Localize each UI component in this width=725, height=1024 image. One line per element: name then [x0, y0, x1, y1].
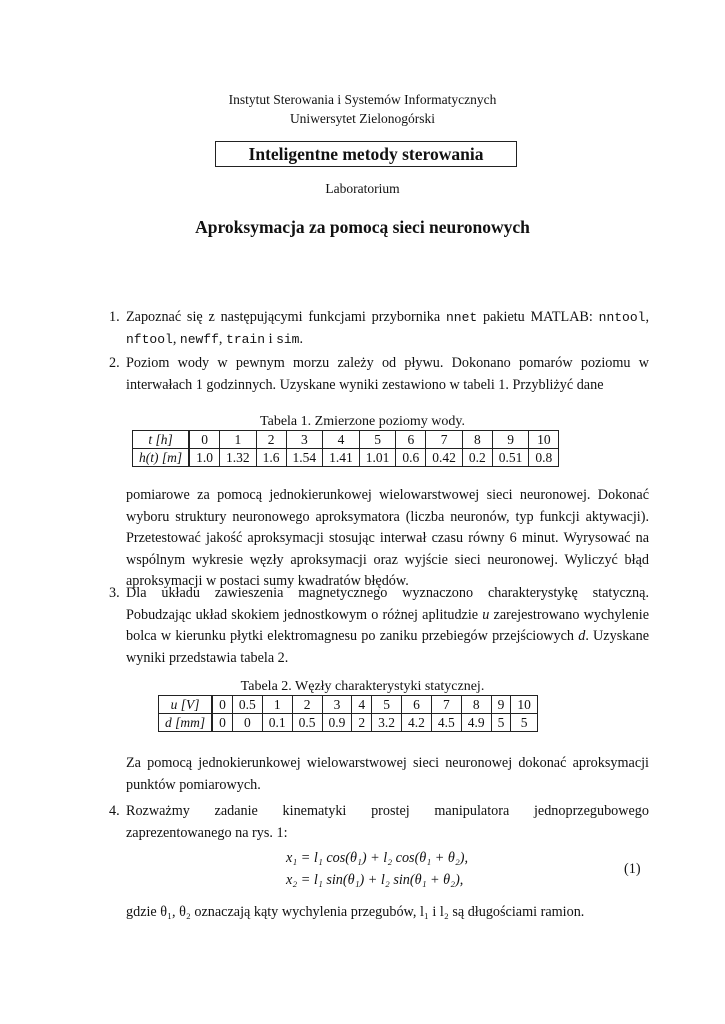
code-sim: sim [276, 331, 300, 347]
code-nntool: nntool [598, 310, 646, 325]
table-cell: 9 [492, 431, 529, 449]
table-cell: 4 [352, 696, 372, 714]
table-row [159, 696, 538, 714]
item-4-after-text: gdzie θ₁, θ₂ oznaczają kąty wychylenia przegubów, l₁ i l₂ są długościami ramion. [126, 904, 585, 920]
table-cell: 5 [359, 431, 396, 449]
table-cell: 0.2 [462, 449, 492, 467]
table-cell: 4 [323, 431, 360, 449]
table-cell: 0 [189, 431, 219, 449]
item-2-continuation: pomiarowe za pomocą jednokierunkowej wielowarstwowej sieci neuronowej. Dokonać wyboru struktury neuronowego aproksymatora (liczba neuronów, typ funkcji aktywacji). Przetestować jakość aproksymacji stosując interwał czasu równy 6 minut. Wyrysować na wspólnym wykresie węzły aproksymacji oraz wyjście sieci neuronowej. Wyliczyć błąd aproksymacji w postaci sumy kwadratów błędów. [126, 487, 649, 589]
item-2-text: Poziom wody w pewnym morzu zależy od pływu. Dokonano pomarów poziomu w interwałach 1 godzinnych. Uzyskane wyniki zestawiono w tabeli 1. Przybliżyć dane [126, 355, 649, 393]
table-cell: 0.6 [396, 449, 426, 467]
table-cell: 8 [461, 696, 491, 714]
table-row-label: u [V] [159, 696, 213, 714]
table-cell: 0 [212, 714, 232, 732]
table-cell: 8 [462, 431, 492, 449]
table-cell: 2 [292, 696, 322, 714]
list-item-3 [109, 583, 649, 669]
item-number: 3. [109, 585, 120, 601]
item-1-text: Zapoznać się z następującymi funkcjami przybornika nnet pakietu MATLAB: nntool, nftool, newff, train i sim. [126, 309, 649, 347]
code-newff: newff [179, 331, 219, 347]
item-4-text: Rozważmy zadanie kinematyki prostej manipulatora jednoprzegubowego zaprezentowanego na rys. 1: [126, 803, 649, 841]
table-cell: 0 [212, 696, 232, 714]
table-1-caption: Tabela 1. Zmierzone poziomy wody. [260, 414, 465, 429]
table-cell: 0.1 [262, 714, 292, 732]
table-cell: 6 [396, 431, 426, 449]
table-cell: 10 [511, 696, 538, 714]
list-item-2 [109, 353, 649, 396]
table-cell: 4.9 [461, 714, 491, 732]
code-nnet: nnet [446, 310, 478, 325]
table-cell: 5 [511, 714, 538, 732]
table-cell: 4.2 [402, 714, 432, 732]
table-cell: 7 [426, 431, 463, 449]
table-cell: 1.32 [220, 449, 257, 467]
table-cell: 0.9 [322, 714, 352, 732]
item-3-continuation: Za pomocą jednokierunkowej wielowarstwowej sieci neuronowej dokonać aproksymacji punktów pomiarowych. [126, 755, 649, 793]
header-institution [0, 90, 725, 128]
table-cell: 1.6 [256, 449, 286, 467]
table-cell: 1.01 [359, 449, 396, 467]
table-cell: 0.5 [292, 714, 322, 732]
table-cell: 0.5 [232, 696, 262, 714]
table-2-caption: Tabela 2. Węzły charakterystyki statycznej. [240, 679, 485, 694]
table-cell: 1.54 [286, 449, 323, 467]
equation-number: (1) [624, 861, 641, 877]
table-cell: 0.8 [529, 449, 559, 467]
item-3-text: Dla układu zawieszenia magnetycznego wyznaczono charakterystykę statyczną. Pobudzając układ skokiem jednostkowym o różnej aplitudzie u zarejestrowano wychylenie bolca w kierunku płytki elektromagnesu po zaniku przebiegów przejściowych d. Uzyskane wyniki przedstawia tabela 2. [126, 585, 649, 666]
item-number: 1. [109, 309, 120, 325]
table-cell: 1.0 [189, 449, 219, 467]
table-row [133, 431, 559, 449]
table-cell: 2 [256, 431, 286, 449]
table-cell: 0 [232, 714, 262, 732]
table-cell: 3 [322, 696, 352, 714]
equation-line-1: x₁ = l₁ cos(θ₁) + l₂ cos(θ₁ + θ₂), [286, 850, 469, 866]
table-cell: 10 [529, 431, 559, 449]
table-cell: 9 [491, 696, 511, 714]
item-number: 2. [109, 355, 120, 371]
table-cell: 5 [372, 696, 402, 714]
table-cell: 2 [352, 714, 372, 732]
table-cell: 6 [402, 696, 432, 714]
table-cell: 0.42 [426, 449, 463, 467]
table-cell: 3 [286, 431, 323, 449]
table-cell: 1 [262, 696, 292, 714]
table-cell: 1.41 [323, 449, 360, 467]
list-item-1 [109, 307, 649, 350]
institute-name: Instytut Sterowania i Systemów Informatycznych [228, 92, 497, 107]
table-1 [132, 430, 559, 467]
document-subtitle: Aproksymacja za pomocą sieci neuronowych [195, 217, 530, 237]
course-title-box [215, 141, 517, 167]
university-name: Uniwersytet Zielonogórski [289, 111, 436, 126]
table-row [159, 714, 538, 732]
table-row-label: t [h] [133, 431, 190, 449]
table-row-label: d [mm] [159, 714, 213, 732]
table-cell: 0.51 [492, 449, 529, 467]
course-title: Inteligentne metody sterowania [248, 144, 484, 164]
table-cell: 3.2 [372, 714, 402, 732]
code-nftool: nftool [126, 331, 173, 347]
lab-label: Laboratorium [325, 181, 400, 196]
table-2 [158, 695, 538, 732]
table-cell: 1 [220, 431, 257, 449]
equation-line-2: x₂ = l₁ sin(θ₁) + l₂ sin(θ₁ + θ₂), [286, 872, 464, 888]
list-item-4 [109, 801, 649, 844]
table-cell: 7 [431, 696, 461, 714]
table-cell: 4.5 [431, 714, 461, 732]
code-train: train [226, 331, 266, 347]
table-cell: 5 [491, 714, 511, 732]
table-row-label: h(t) [m] [133, 449, 190, 467]
item-number: 4. [109, 803, 120, 819]
table-row [133, 449, 559, 467]
